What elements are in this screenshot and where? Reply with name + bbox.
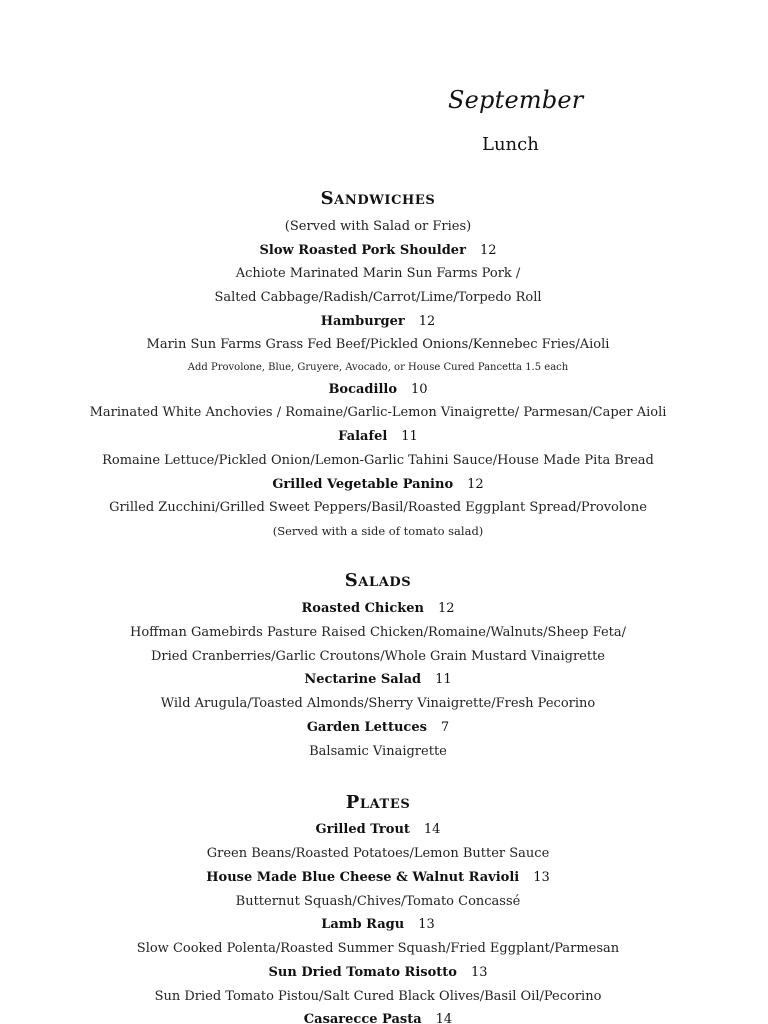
item-description: Hoffman Gamebirds Pasture Raised Chicken/Romaine/Walnuts/Sheep Feta/ bbox=[129, 625, 626, 640]
item-price: 7 bbox=[440, 720, 450, 735]
item-price: 14 bbox=[435, 1012, 453, 1024]
item-price: 13 bbox=[533, 870, 550, 885]
item-price: 12 bbox=[418, 314, 436, 329]
section-title-salads: Salads bbox=[344, 570, 412, 591]
item-addon-note: Add Provolone, Blue, Gruyere, Avocado, or House Cured Pancetta 1.5 each bbox=[187, 362, 569, 373]
item-description: Slow Cooked Polenta/Roasted Summer Squash/Fried Eggplant/Parmesan bbox=[136, 941, 620, 956]
menu-item-nectarine-salad bbox=[0, 673, 756, 686]
menu-item-grilled-trout bbox=[0, 823, 756, 836]
item-name: Slow Roasted Pork Shoulder bbox=[259, 243, 466, 258]
item-description: Sun Dried Tomato Pistou/Salt Cured Black Olives/Basil Oil/Pecorino bbox=[154, 989, 602, 1004]
item-description: Balsamic Vinaigrette bbox=[309, 744, 447, 759]
item-description: Grilled Zucchini/Grilled Sweet Peppers/Basil/Roasted Eggplant Spread/Provolone bbox=[109, 500, 647, 515]
item-name: Nectarine Salad bbox=[304, 672, 422, 687]
section-note-sandwiches: (Served with Salad or Fries) bbox=[284, 219, 472, 234]
item-name: Hamburger bbox=[320, 314, 405, 329]
item-name: House Made Blue Cheese & Walnut Ravioli bbox=[206, 870, 520, 885]
item-name: Lamb Ragu bbox=[321, 917, 405, 932]
item-price: 13 bbox=[470, 965, 488, 980]
item-price: 12 bbox=[479, 243, 497, 258]
item-side-note: (Served with a side of tomato salad) bbox=[272, 524, 484, 538]
menu-item-garden-lettuces bbox=[0, 721, 756, 734]
item-name: Grilled Vegetable Panino bbox=[272, 477, 454, 492]
item-name: Bocadillo bbox=[328, 382, 398, 397]
menu-item-falafel bbox=[0, 430, 756, 443]
menu-item-casarecce-pasta bbox=[0, 1013, 756, 1024]
item-description: Marin Sun Farms Grass Fed Beef/Pickled Onions/Kennebec Fries/Aioli bbox=[146, 337, 610, 352]
section-title-plates: Plates bbox=[345, 792, 411, 813]
item-price: 12 bbox=[437, 601, 455, 616]
section-title-sandwiches: Sandwiches bbox=[320, 188, 436, 209]
item-description: Butternut Squash/Chives/Tomato Concassé bbox=[235, 894, 521, 909]
item-price: 12 bbox=[467, 477, 484, 492]
menu-item-vegetable-panino bbox=[0, 478, 756, 491]
item-description: Wild Arugula/Toasted Almonds/Sherry Vinaigrette/Fresh Pecorino bbox=[160, 696, 596, 711]
menu-item-blue-cheese-ravioli bbox=[0, 871, 756, 884]
item-description: Marinated White Anchovies / Romaine/Garlic-Lemon Vinaigrette/ Parmesan/Caper Aioli bbox=[89, 405, 667, 420]
item-name: Casarecce Pasta bbox=[303, 1012, 422, 1024]
item-description: Salted Cabbage/Radish/Carrot/Lime/Torpedo Roll bbox=[214, 290, 542, 305]
item-name: Grilled Trout bbox=[315, 822, 410, 837]
menu-meal-label: Lunch bbox=[482, 134, 539, 155]
item-price: 11 bbox=[401, 429, 418, 444]
item-description: Green Beans/Roasted Potatoes/Lemon Butter Sauce bbox=[206, 846, 550, 861]
item-price: 14 bbox=[423, 822, 441, 837]
item-price: 10 bbox=[411, 382, 428, 397]
menu-item-roasted-chicken bbox=[0, 602, 756, 615]
item-name: Roasted Chicken bbox=[301, 601, 424, 616]
menu-month: September bbox=[448, 86, 584, 114]
menu-item-lamb-ragu bbox=[0, 918, 756, 931]
item-description: Dried Cranberries/Garlic Croutons/Whole Grain Mustard Vinaigrette bbox=[150, 649, 605, 664]
item-description: Romaine Lettuce/Pickled Onion/Lemon-Garlic Tahini Sauce/House Made Pita Bread bbox=[102, 453, 654, 468]
item-name: Sun Dried Tomato Risotto bbox=[268, 965, 457, 980]
item-name: Falafel bbox=[338, 429, 388, 444]
item-price: 13 bbox=[418, 917, 435, 932]
menu-item-tomato-risotto bbox=[0, 966, 756, 979]
menu-item-bocadillo bbox=[0, 383, 756, 396]
item-price: 11 bbox=[435, 672, 452, 687]
menu-item-pork-shoulder bbox=[0, 244, 756, 257]
item-name: Garden Lettuces bbox=[306, 720, 427, 735]
menu-item-hamburger bbox=[0, 315, 756, 328]
item-description: Achiote Marinated Marin Sun Farms Pork / bbox=[235, 266, 521, 281]
